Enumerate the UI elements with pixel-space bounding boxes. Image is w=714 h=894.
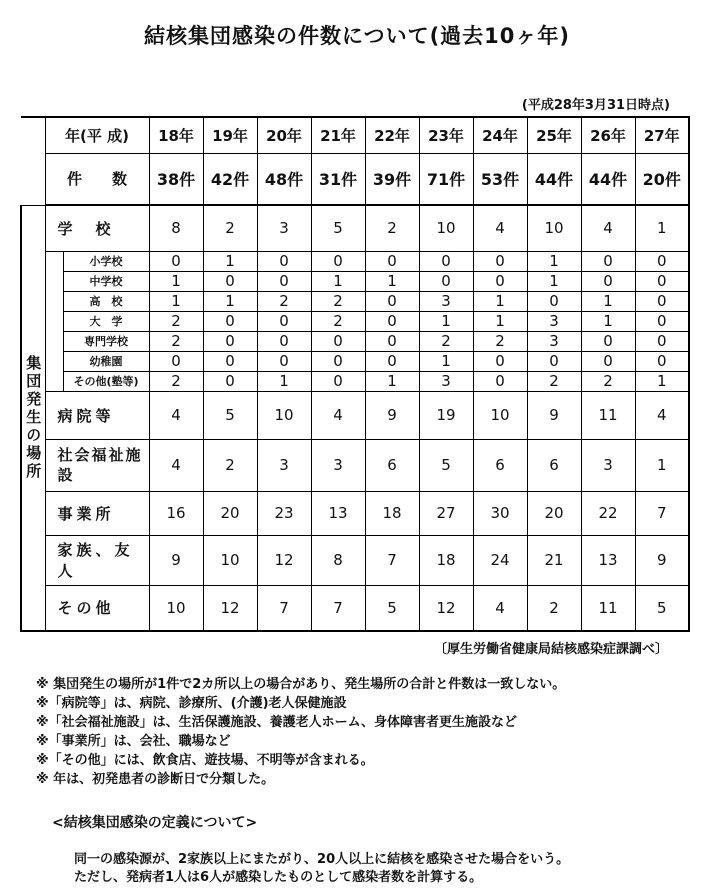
school-subrow: [21, 371, 689, 391]
value-cell: 1: [257, 371, 311, 391]
value-cell: 5: [419, 439, 473, 491]
value-cell: 2: [203, 205, 257, 251]
value-cell: 10: [527, 205, 581, 251]
value-cell: 0: [635, 271, 689, 291]
school-subrow: [21, 331, 689, 351]
school-subrow: [21, 251, 689, 271]
category-row: [21, 535, 689, 585]
value-cell: 7: [635, 491, 689, 535]
count-cell: 20件: [635, 153, 689, 205]
count-cell: 44件: [527, 153, 581, 205]
value-cell: 18: [365, 491, 419, 535]
value-cell: 4: [473, 205, 527, 251]
value-cell: 2: [257, 291, 311, 311]
value-cell: 0: [203, 331, 257, 351]
value-cell: 3: [419, 371, 473, 391]
year-header: 27年: [635, 117, 689, 153]
row-label-school: 学 校: [45, 205, 149, 251]
school-row: [21, 205, 689, 251]
value-cell: 23: [257, 491, 311, 535]
value-cell: 0: [365, 291, 419, 311]
value-cell: 5: [203, 391, 257, 439]
category-row: [21, 391, 689, 439]
note-line: ※「事業所」は、会社、職場など: [36, 734, 231, 749]
note-line: ※ 集団発生の場所が1件で2カ所以上の場合があり、発生場所の合計と件数は一致しない。: [36, 677, 566, 692]
value-cell: 0: [527, 351, 581, 371]
value-cell: 2: [311, 291, 365, 311]
value-cell: 1: [149, 271, 203, 291]
value-cell: 5: [635, 585, 689, 631]
value-cell: 1: [365, 371, 419, 391]
value-cell: 0: [635, 351, 689, 371]
value-cell: 1: [581, 311, 635, 331]
value-cell: 0: [581, 251, 635, 271]
note-line: ※「病院等」は、病院、診療所、(介護)老人保健施設: [36, 696, 347, 711]
value-cell: 10: [419, 205, 473, 251]
value-cell: 10: [473, 391, 527, 439]
value-cell: 0: [311, 331, 365, 351]
as-of-date: (平成28年3月31日時点): [521, 98, 670, 113]
value-cell: 1: [527, 271, 581, 291]
value-cell: 4: [149, 391, 203, 439]
value-cell: 11: [581, 585, 635, 631]
value-cell: 4: [581, 205, 635, 251]
value-cell: 0: [257, 331, 311, 351]
category-row: [21, 585, 689, 631]
value-cell: 0: [203, 351, 257, 371]
value-cell: 9: [635, 535, 689, 585]
year-header: 26年: [581, 117, 635, 153]
value-cell: 3: [581, 439, 635, 491]
value-cell: 0: [419, 251, 473, 271]
value-cell: 0: [203, 271, 257, 291]
value-cell: 9: [149, 535, 203, 585]
value-cell: 0: [581, 351, 635, 371]
value-cell: 3: [419, 291, 473, 311]
count-cell: 44件: [581, 153, 635, 205]
value-cell: 5: [311, 205, 365, 251]
value-cell: 10: [203, 535, 257, 585]
value-cell: 12: [419, 585, 473, 631]
count-cell: 71件: [419, 153, 473, 205]
value-cell: 1: [635, 439, 689, 491]
value-cell: 0: [257, 271, 311, 291]
year-header: 25年: [527, 117, 581, 153]
row-label-school-sub: 専門学校: [63, 331, 149, 351]
value-cell: 1: [203, 291, 257, 311]
category-row: [21, 491, 689, 535]
value-cell: 8: [149, 205, 203, 251]
row-label-category: その他: [45, 585, 149, 631]
row-label-school-sub: 小学校: [63, 251, 149, 271]
tb-cluster-table: [20, 116, 690, 632]
value-cell: 1: [635, 371, 689, 391]
year-header: 23年: [419, 117, 473, 153]
category-row: [21, 439, 689, 491]
value-cell: 30: [473, 491, 527, 535]
value-cell: 0: [365, 251, 419, 271]
value-cell: 0: [149, 351, 203, 371]
row-label-category: 病院等: [45, 391, 149, 439]
value-cell: 0: [473, 371, 527, 391]
header-row-years: [21, 117, 689, 153]
value-cell: 3: [527, 311, 581, 331]
value-cell: 2: [311, 311, 365, 331]
value-cell: 4: [149, 439, 203, 491]
value-cell: 2: [419, 331, 473, 351]
value-cell: 20: [203, 491, 257, 535]
note-line: ※「その他」には、飲食店、遊技場、不明等が含まれる。: [36, 753, 374, 768]
value-cell: 7: [311, 585, 365, 631]
note-line: ※「社会福祉施設」は、生活保護施設、養護老人ホーム、身体障害者更生施設など: [36, 715, 518, 730]
value-cell: 4: [311, 391, 365, 439]
value-cell: 13: [311, 491, 365, 535]
value-cell: 19: [419, 391, 473, 439]
year-label: 年(平 成): [45, 117, 149, 153]
count-label: 件 数: [45, 153, 149, 205]
page-title: 結核集団感染の件数について(過去10ヶ年): [144, 24, 570, 48]
value-cell: 0: [635, 311, 689, 331]
row-label-school-sub: 幼稚園: [63, 351, 149, 371]
value-cell: 1: [419, 311, 473, 331]
value-cell: 1: [311, 271, 365, 291]
side-label-occurrence-place: 集団発生の場所: [21, 205, 45, 631]
value-cell: 0: [635, 291, 689, 311]
value-cell: 1: [203, 251, 257, 271]
year-header: 24年: [473, 117, 527, 153]
value-cell: 10: [149, 585, 203, 631]
value-cell: 2: [473, 331, 527, 351]
value-cell: 27: [419, 491, 473, 535]
value-cell: 12: [257, 535, 311, 585]
value-cell: 0: [473, 351, 527, 371]
value-cell: 10: [257, 391, 311, 439]
year-header: 18年: [149, 117, 203, 153]
indent-spacer: [45, 251, 63, 391]
value-cell: 20: [527, 491, 581, 535]
row-label-category: 事業所: [45, 491, 149, 535]
blank-cell: [21, 153, 45, 205]
value-cell: 7: [257, 585, 311, 631]
row-label-school-sub: 高 校: [63, 291, 149, 311]
value-cell: 4: [635, 391, 689, 439]
value-cell: 22: [581, 491, 635, 535]
year-header: 22年: [365, 117, 419, 153]
header-row-counts: [21, 153, 689, 205]
value-cell: 0: [149, 251, 203, 271]
notes-list: [36, 675, 565, 789]
value-cell: 1: [635, 205, 689, 251]
note-line: ※ 年は、初発患者の診断日で分類した。: [36, 772, 275, 787]
value-cell: 0: [635, 331, 689, 351]
value-cell: 4: [473, 585, 527, 631]
row-label-school-sub: その他(塾等): [63, 371, 149, 391]
value-cell: 0: [311, 351, 365, 371]
value-cell: 2: [527, 585, 581, 631]
value-cell: 0: [365, 311, 419, 331]
value-cell: 0: [257, 251, 311, 271]
value-cell: 0: [257, 351, 311, 371]
value-cell: 1: [473, 291, 527, 311]
definition-line: 同一の感染源が、2家族以上にまたがり、20人以上に結核を感染させた場合をいう。: [74, 852, 570, 867]
value-cell: 1: [365, 271, 419, 291]
value-cell: 0: [473, 251, 527, 271]
school-subrow: [21, 351, 689, 371]
blank-cell: [21, 117, 45, 153]
count-cell: 48件: [257, 153, 311, 205]
value-cell: 0: [473, 271, 527, 291]
value-cell: 24: [473, 535, 527, 585]
school-subrow: [21, 311, 689, 331]
year-header: 19年: [203, 117, 257, 153]
value-cell: 6: [365, 439, 419, 491]
source-note: 〔厚生労働省健康局結核感染症課調べ〕: [433, 642, 668, 657]
row-label-category: 家族、友人: [45, 535, 149, 585]
row-label-school-sub: 大 学: [63, 311, 149, 331]
row-label-category: 社会福祉施 設: [45, 439, 149, 491]
value-cell: 9: [527, 391, 581, 439]
value-cell: 0: [581, 271, 635, 291]
value-cell: 12: [203, 585, 257, 631]
value-cell: 8: [311, 535, 365, 585]
year-header: 21年: [311, 117, 365, 153]
count-cell: 31件: [311, 153, 365, 205]
value-cell: 1: [581, 291, 635, 311]
value-cell: 0: [527, 291, 581, 311]
definition-text: [74, 851, 569, 887]
row-label-school-sub: 中学校: [63, 271, 149, 291]
value-cell: 21: [527, 535, 581, 585]
value-cell: 18: [419, 535, 473, 585]
school-subrow: [21, 291, 689, 311]
value-cell: 16: [149, 491, 203, 535]
value-cell: 3: [257, 205, 311, 251]
year-header: 20年: [257, 117, 311, 153]
definition-line: ただし、発病者1人は6人が感染したものとして感染者数を計算する。: [74, 870, 483, 885]
value-cell: 0: [365, 331, 419, 351]
value-cell: 1: [149, 291, 203, 311]
count-cell: 53件: [473, 153, 527, 205]
value-cell: 3: [527, 331, 581, 351]
value-cell: 1: [473, 311, 527, 331]
value-cell: 3: [257, 439, 311, 491]
value-cell: 0: [257, 311, 311, 331]
count-cell: 39件: [365, 153, 419, 205]
value-cell: 6: [473, 439, 527, 491]
value-cell: 2: [149, 371, 203, 391]
value-cell: 5: [365, 585, 419, 631]
value-cell: 0: [203, 371, 257, 391]
value-cell: 2: [149, 331, 203, 351]
value-cell: 9: [365, 391, 419, 439]
count-cell: 42件: [203, 153, 257, 205]
value-cell: 0: [581, 331, 635, 351]
school-subrow: [21, 271, 689, 291]
value-cell: 2: [203, 439, 257, 491]
value-cell: 7: [365, 535, 419, 585]
value-cell: 0: [419, 271, 473, 291]
value-cell: 3: [311, 439, 365, 491]
value-cell: 0: [365, 351, 419, 371]
value-cell: 0: [311, 251, 365, 271]
value-cell: 0: [311, 371, 365, 391]
value-cell: 0: [203, 311, 257, 331]
count-cell: 38件: [149, 153, 203, 205]
value-cell: 2: [581, 371, 635, 391]
value-cell: 6: [527, 439, 581, 491]
value-cell: 1: [527, 251, 581, 271]
value-cell: 11: [581, 391, 635, 439]
value-cell: 2: [365, 205, 419, 251]
value-cell: 13: [581, 535, 635, 585]
definition-heading: <結核集団感染の定義について>: [52, 815, 258, 831]
value-cell: 1: [419, 351, 473, 371]
value-cell: 2: [527, 371, 581, 391]
value-cell: 0: [635, 251, 689, 271]
value-cell: 2: [149, 311, 203, 331]
